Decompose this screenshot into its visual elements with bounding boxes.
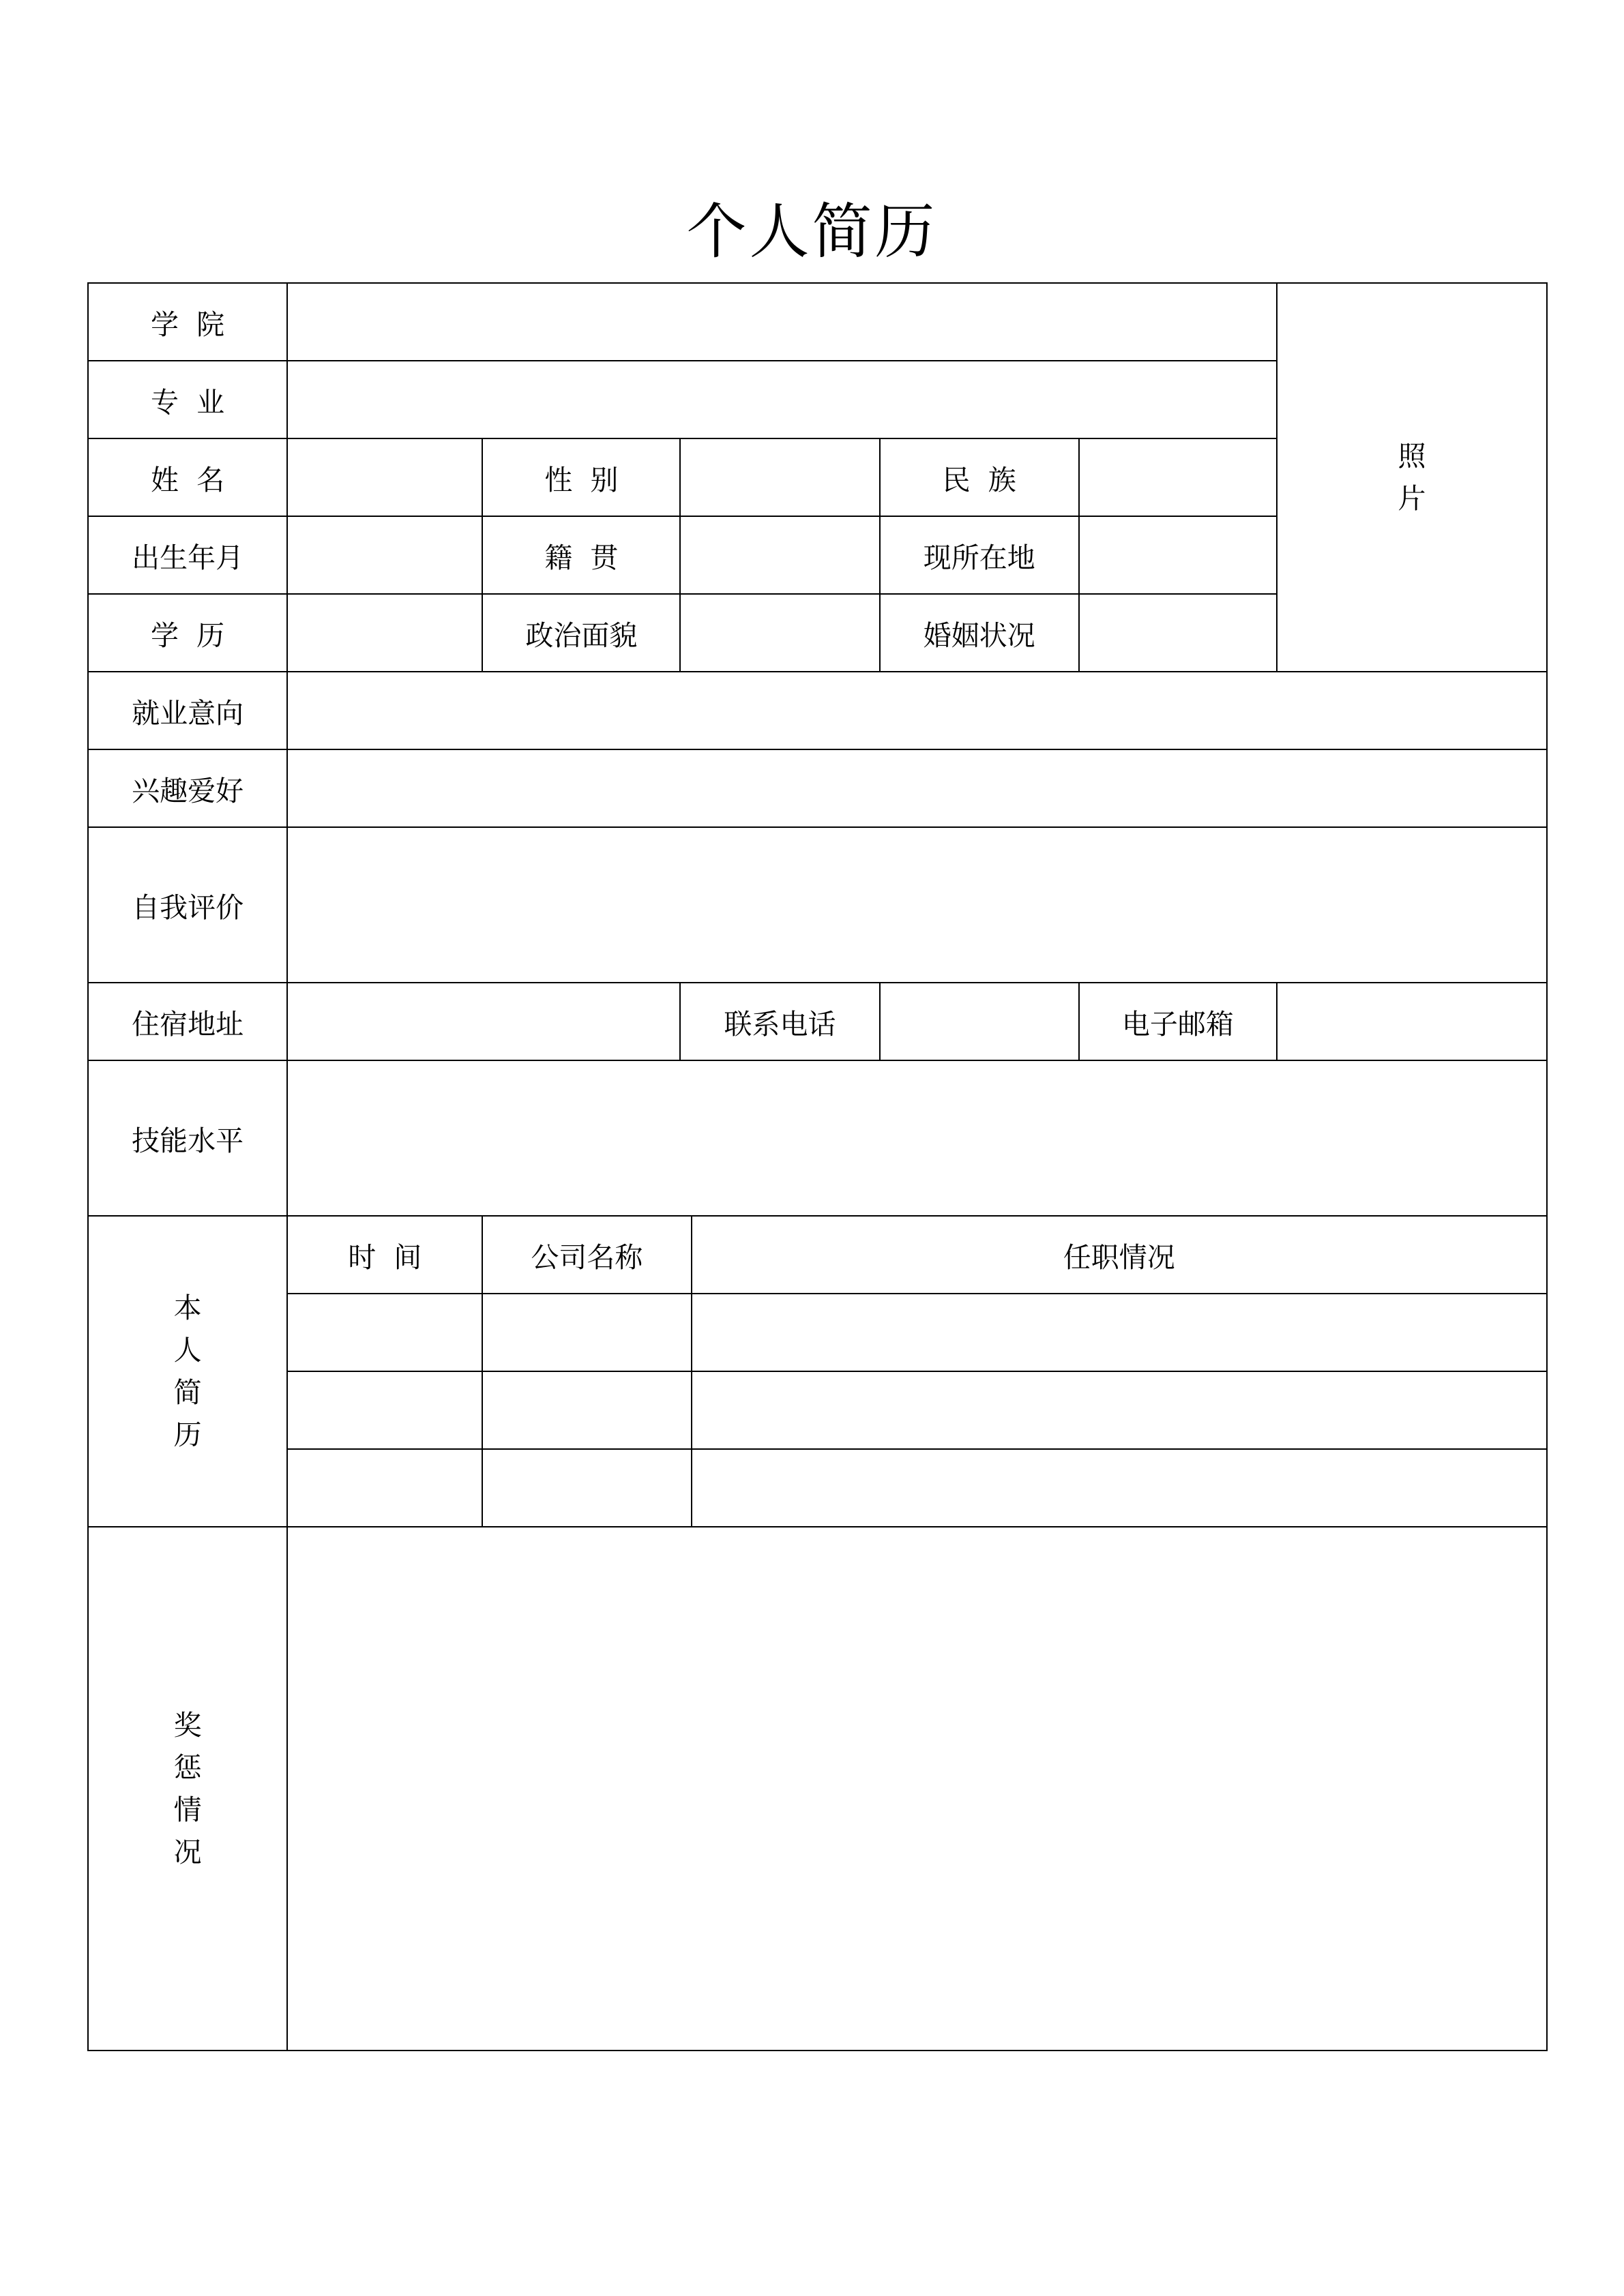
address-label: 住宿地址: [88, 983, 287, 1060]
birth-field[interactable]: [287, 516, 482, 594]
address-field[interactable]: [287, 983, 680, 1060]
experience-position-header: 任职情况: [692, 1216, 1547, 1294]
experience-label-char: 人: [173, 1334, 202, 1367]
ethnicity-label: 民 族: [880, 438, 1079, 516]
education-field[interactable]: [287, 594, 482, 672]
experience-time-header: 时 间: [287, 1216, 482, 1294]
gender-field[interactable]: [680, 438, 879, 516]
hobbies-label: 兴趣爱好: [88, 749, 287, 827]
email-label: 电子邮箱: [1079, 983, 1277, 1060]
experience-company-field[interactable]: [482, 1294, 691, 1371]
native-place-field[interactable]: [680, 516, 879, 594]
hobbies-field[interactable]: [287, 749, 1547, 827]
birth-label: 出生年月: [88, 516, 287, 594]
phone-field[interactable]: [880, 983, 1079, 1060]
experience-time-field[interactable]: [287, 1371, 482, 1449]
awards-label-char: 惩: [173, 1751, 202, 1784]
experience-position-field[interactable]: [692, 1371, 1547, 1449]
experience-company-field[interactable]: [482, 1371, 691, 1449]
experience-label-char: 简: [173, 1376, 202, 1409]
name-field[interactable]: [287, 438, 482, 516]
awards-label: [88, 1527, 287, 2051]
experience-position-field[interactable]: [692, 1294, 1547, 1371]
job-intent-field[interactable]: [287, 672, 1547, 749]
marital-status-label: 婚姻状况: [880, 594, 1079, 672]
awards-field[interactable]: [287, 1527, 1547, 2051]
photo-box[interactable]: [1277, 283, 1547, 672]
experience-position-field[interactable]: [692, 1449, 1547, 1527]
photo-label-1: 照: [1398, 440, 1426, 473]
email-field[interactable]: [1277, 983, 1547, 1060]
experience-company-field[interactable]: [482, 1449, 691, 1527]
experience-label-char: 历: [173, 1418, 202, 1451]
experience-time-field[interactable]: [287, 1449, 482, 1527]
ethnicity-field[interactable]: [1079, 438, 1277, 516]
college-label: 学 院: [88, 283, 287, 361]
awards-label-char: 况: [173, 1836, 202, 1868]
skills-label: 技能水平: [88, 1060, 287, 1216]
marital-status-field[interactable]: [1079, 594, 1277, 672]
awards-label-char: 奖: [173, 1709, 202, 1742]
page-title: 个人简历: [686, 196, 938, 267]
skills-field[interactable]: [287, 1060, 1547, 1216]
political-status-label: 政治面貌: [482, 594, 680, 672]
gender-label: 性 别: [482, 438, 680, 516]
education-label: 学 历: [88, 594, 287, 672]
experience-company-header: 公司名称: [482, 1216, 691, 1294]
resume-form-table: [87, 282, 1548, 2051]
phone-label: 联系电话: [680, 983, 879, 1060]
name-label: 姓 名: [88, 438, 287, 516]
major-label: 专 业: [88, 361, 287, 438]
job-intent-label: 就业意向: [88, 672, 287, 749]
self-evaluation-label: 自我评价: [88, 827, 287, 983]
native-place-label: 籍 贯: [482, 516, 680, 594]
photo-label-2: 片: [1398, 482, 1426, 515]
awards-label-char: 情: [173, 1793, 202, 1826]
experience-time-field[interactable]: [287, 1294, 482, 1371]
location-field[interactable]: [1079, 516, 1277, 594]
experience-label-char: 本: [173, 1292, 202, 1324]
self-evaluation-field[interactable]: [287, 827, 1547, 983]
experience-label: [88, 1216, 287, 1527]
college-field[interactable]: [287, 283, 1277, 361]
major-field[interactable]: [287, 361, 1277, 438]
political-status-field[interactable]: [680, 594, 879, 672]
location-label: 现所在地: [880, 516, 1079, 594]
